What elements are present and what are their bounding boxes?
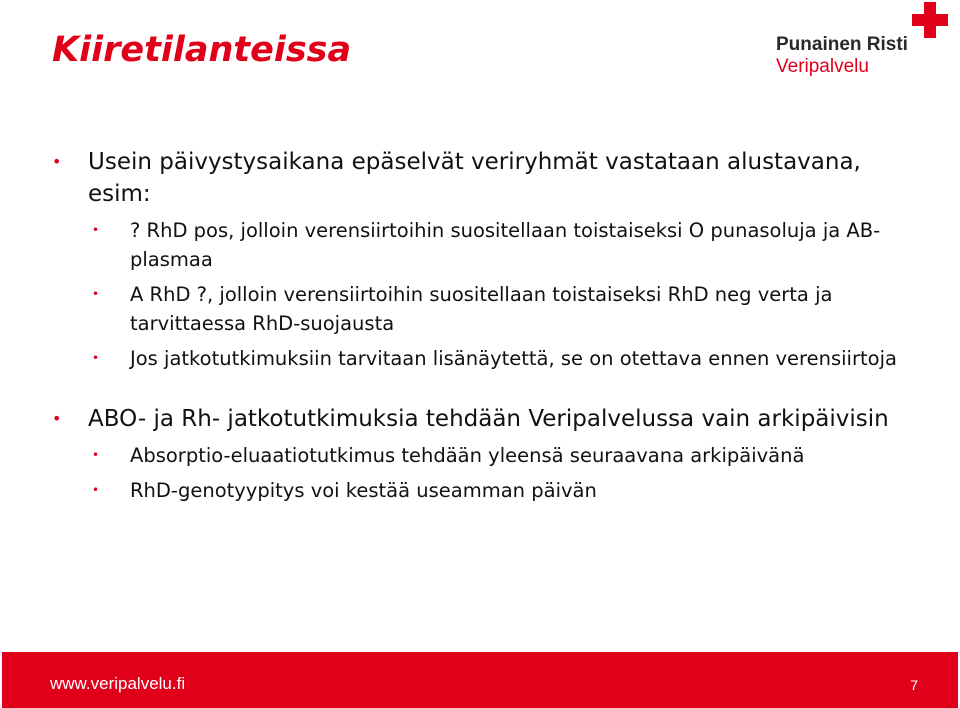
footer-bar	[2, 652, 958, 708]
sub-bullet-text: RhD-genotyypitys voi kestää useamman päivän	[130, 479, 597, 502]
page-number: 7	[910, 677, 918, 693]
sub-bullet-item	[88, 344, 912, 373]
bullet-list	[52, 146, 912, 505]
bullet-item	[52, 403, 912, 505]
sub-bullet-item	[88, 476, 912, 505]
sub-bullet-icon: •	[92, 483, 100, 497]
sub-bullet-icon: •	[92, 287, 100, 301]
bullet-icon: •	[52, 152, 62, 171]
sub-bullet-list	[88, 441, 912, 505]
logo-name: Punainen Risti	[776, 34, 908, 55]
slide-title: Kiiretilanteissa	[52, 30, 352, 70]
bullet-icon: •	[52, 409, 62, 428]
sub-bullet-text: Jos jatkotutkimuksiin tarvitaan lisänäytettä, se on otettava ennen verensiirtoja	[130, 347, 897, 370]
sub-bullet-icon: •	[92, 448, 100, 462]
slide-body	[52, 146, 912, 505]
bullet-text: Usein päivystysaikana epäselvät veriryhmät vastataan alustavana, esim:	[88, 149, 861, 207]
sub-bullet-text: A RhD ?, jolloin verensiirtoihin suositellaan toistaiseksi RhD neg verta ja tarvittaessa RhD-suojausta	[130, 283, 833, 335]
punainen-risti-logo	[776, 2, 956, 84]
logo-subtitle: Veripalvelu	[776, 56, 869, 77]
sub-bullet-item	[88, 280, 912, 338]
footer-url-link[interactable]: www.veripalvelu.fi	[50, 674, 186, 693]
sub-bullet-text: ? RhD pos, jolloin verensiirtoihin suositellaan toistaiseksi O punasoluja ja AB-plasmaa	[130, 219, 881, 271]
bullet-item	[52, 146, 912, 373]
sub-bullet-item	[88, 441, 912, 470]
sub-bullet-item	[88, 216, 912, 274]
sub-bullet-text: Absorptio-eluaatiotutkimus tehdään yleensä seuraavana arkipäivänä	[130, 444, 805, 467]
bullet-text: ABO- ja Rh- jatkotutkimuksia tehdään Veripalvelussa vain arkipäivisin	[88, 406, 889, 432]
red-cross-icon	[912, 2, 948, 38]
sub-bullet-list	[88, 216, 912, 373]
sub-bullet-icon: •	[92, 223, 100, 237]
sub-bullet-icon: •	[92, 351, 100, 365]
